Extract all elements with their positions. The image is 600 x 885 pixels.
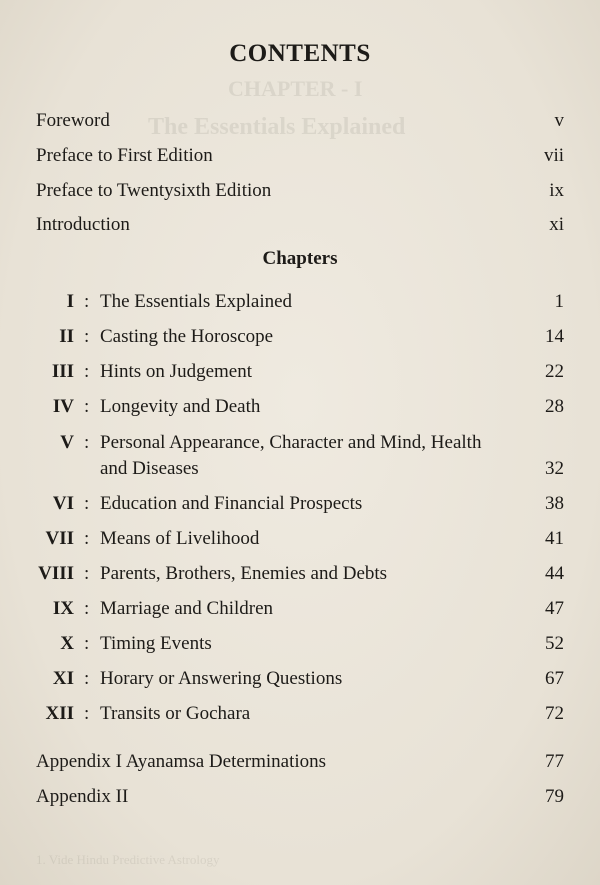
chapter-title: Personal Appearance, Character and Mind, Health and Diseases — [100, 432, 482, 479]
toc-entry-title: Introduction — [36, 214, 130, 235]
separator: : — [84, 493, 90, 514]
separator: : — [84, 396, 90, 417]
chapter-page: 52 — [545, 633, 564, 654]
chapter-title: Education and Financial Prospects — [100, 493, 363, 514]
separator: : — [84, 563, 90, 584]
toc-entry-page: ix — [549, 180, 564, 201]
toc-entry-foreword — [36, 110, 564, 136]
chapter-page: 47 — [545, 598, 564, 619]
separator: : — [84, 361, 90, 382]
separator: : — [84, 326, 90, 347]
bleed-through-chapter-title: The Essentials Explained — [148, 114, 406, 140]
chapter-page: 41 — [545, 528, 564, 549]
chapter-page: 72 — [545, 703, 564, 724]
toc-entry-introduction — [36, 214, 564, 240]
toc-entry-page: xi — [549, 214, 564, 235]
toc-entry-title: Preface to Twentysixth Edition — [36, 180, 272, 201]
chapter-number: VII — [45, 528, 74, 549]
separator: : — [84, 633, 90, 654]
chapter-title: Longevity and Death — [100, 396, 261, 417]
page-title: CONTENTS — [229, 40, 371, 67]
chapter-number: XI — [52, 668, 74, 689]
chapter-number: III — [51, 361, 74, 382]
chapter-page: 38 — [545, 493, 564, 514]
chapter-title: Hints on Judgement — [100, 361, 252, 382]
chapter-title: Means of Livelihood — [100, 528, 260, 549]
chapter-number: V — [60, 432, 74, 453]
chapter-number: IV — [52, 396, 74, 417]
chapter-number: VI — [52, 493, 74, 514]
toc-entry-title: Preface to First Edition — [36, 145, 213, 166]
chapter-title: The Essentials Explained — [100, 291, 293, 312]
separator: : — [84, 291, 90, 312]
separator: : — [84, 668, 90, 689]
separator: : — [84, 703, 90, 724]
separator: : — [84, 528, 90, 549]
chapter-page: 32 — [545, 458, 564, 479]
bleed-through-chapter-label: CHAPTER - I — [228, 76, 363, 101]
chapter-title: Casting the Horoscope — [100, 326, 274, 347]
toc-entry-page: 79 — [545, 786, 564, 807]
chapter-page: 67 — [545, 668, 564, 689]
toc-entry-appendix-2 — [36, 786, 564, 812]
toc-entry-page: v — [554, 110, 564, 131]
chapter-page: 14 — [545, 326, 564, 347]
chapter-page: 44 — [545, 563, 564, 584]
chapter-page: 1 — [554, 291, 564, 312]
toc-entry-title: Foreword — [36, 110, 110, 131]
chapter-number: II — [59, 326, 74, 347]
chapter-title: Transits or Gochara — [100, 703, 251, 724]
chapters-heading: Chapters — [262, 248, 338, 269]
chapter-number: X — [60, 633, 74, 654]
toc-entry-appendix-1 — [36, 751, 564, 777]
chapter-title: Timing Events — [100, 633, 212, 654]
chapter-number: VIII — [38, 563, 74, 584]
separator: : — [84, 432, 90, 453]
bleed-through-footnote: 1. Vide Hindu Predictive Astrology — [36, 852, 220, 867]
chapter-page: 28 — [545, 396, 564, 417]
toc-entry-title: Appendix I Ayanamsa Determinations — [36, 751, 327, 772]
chapter-title: Horary or Answering Questions — [100, 668, 343, 689]
toc-entry-preface-twentysixth — [36, 180, 564, 206]
chapter-title: Parents, Brothers, Enemies and Debts — [100, 563, 388, 584]
chapter-number: IX — [52, 598, 74, 619]
chapter-number: XII — [45, 703, 74, 724]
separator: : — [84, 598, 90, 619]
toc-entry-page: 77 — [545, 751, 564, 772]
chapter-page: 22 — [545, 361, 564, 382]
toc-entry-title: Appendix II — [36, 786, 129, 807]
chapter-number: I — [66, 291, 74, 312]
chapter-title: Marriage and Children — [100, 598, 274, 619]
toc-entry-page: vii — [543, 145, 564, 166]
toc-entry-preface-first — [36, 145, 564, 171]
